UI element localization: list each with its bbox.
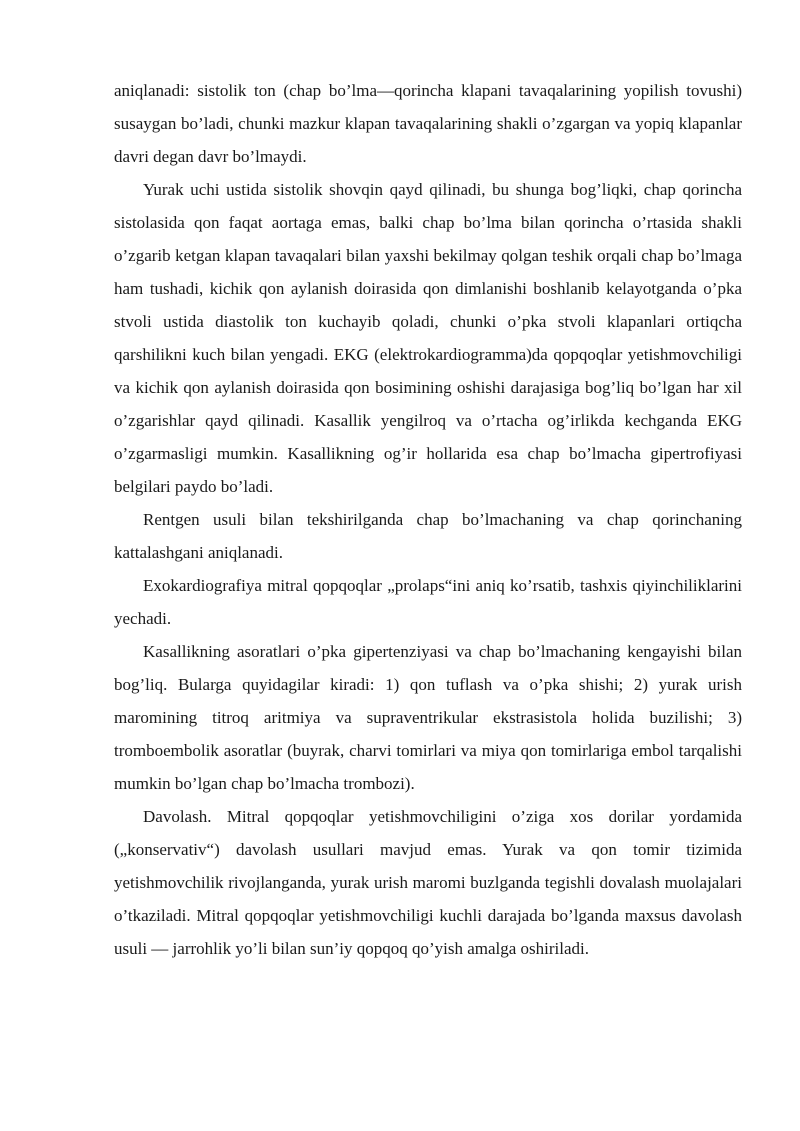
document-page <box>114 74 742 965</box>
paragraph-sistolik-shovqin: Yurak uchi ustida sistolik shovqin qayd qilinadi, bu shunga bog’liqki, chap qorincha sistolasida qon faqat aortaga emas, balki chap bo’lma bilan qorincha o’rtasida shakli o’zgarib ketgan klapan tavaqalari bilan yaxshi bekilmay qolgan teshik orqali chap bo’lmaga ham tushadi, kichik qon aylanish doirasida qon dimlanishi boshlanib kelayotganda o’pka stvoli ustida diastolik ton kuchayib qoladi, chunki o’pka stvoli klapanlari ortiqcha qarshilikni kuch bilan yengadi. EKG (elektrokardiogramma)da qopqoqlar yetishmovchiligi va kichik qon aylanish doirasida qon bosimining oshishi darajasiga bog’liq bo’lgan har xil o’zgarishlar qayd qilinadi. Kasallik yengilroq va o’rtacha og’irlikda kechganda EKG o’zgarmasligi mumkin. Kasallikning og’ir hollarida esa chap bo’lmacha gipertrofiyasi belgilari paydo bo’ladi. <box>114 180 742 496</box>
paragraph-exokardiografiya: Exokardiografiya mitral qopqoqlar „prolaps“ini aniq ko’rsatib, tashxis qiyinchiliklarini yechadi. <box>114 576 742 628</box>
paragraph-sistolik-ton: aniqlanadi: sistolik ton (chap bo’lma—qorincha klapani tavaqalarining yopilish tovushi) susaygan bo’ladi, chunki mazkur klapan tavaqalarining shakli o’zgargan va yopiq klapanlar davri degan davr bo’lmaydi. <box>114 81 742 166</box>
paragraph-davolash: Davolash. Mitral qopqoqlar yetishmovchiligini o’ziga xos dorilar yordamida („konservativ“) davolash usullari mavjud emas. Yurak va qon tomir tizimida yetishmovchilik rivojlanganda, yurak urish maromi buzlganda tegishli dovalash muolajalari o’tkaziladi. Mitral qopqoqlar yetishmovchiligi kuchli darajada bo’lganda maxsus davolash usuli — jarrohlik yo’li bilan sun’iy qopqoq qo’yish amalga oshiriladi. <box>114 807 742 958</box>
paragraph-asoratlar: Kasallikning asoratlari o’pka gipertenziyasi va chap bo’lmachaning kengayishi bilan bog’liq. Bularga quyidagilar kiradi: 1) qon tuflash va o’pka shishi; 2) yurak urish maromining titroq aritmiya va supraventrikular ekstrasistola holida buzilishi; 3) tromboembolik asoratlar (buyrak, charvi tomirlari va miya qon tomirlariga embol tarqalishi mumkin bo’lgan chap bo’lmacha trombozi). <box>114 642 742 793</box>
paragraph-rentgen: Rentgen usuli bilan tekshirilganda chap bo’lmachaning va chap qorinchaning kattalashgani aniqlanadi. <box>114 510 742 562</box>
